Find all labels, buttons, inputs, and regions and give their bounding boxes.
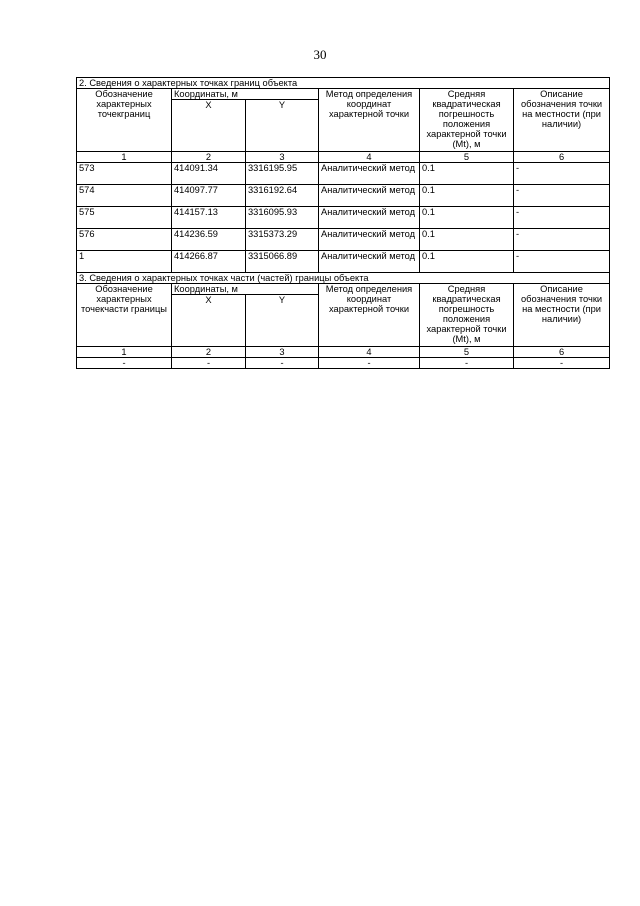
x-cell: 414236.59 bbox=[172, 229, 246, 251]
col-number: 6 bbox=[514, 347, 610, 358]
section2-header-row bbox=[77, 89, 610, 100]
empty-cell: - bbox=[77, 358, 172, 369]
point-cell: 574 bbox=[77, 185, 172, 207]
col-number: 4 bbox=[319, 347, 420, 358]
desc-cell: - bbox=[514, 185, 610, 207]
section3-header-point: Обозначение характерных точекчасти границы bbox=[77, 284, 172, 347]
y-cell: 3316195.95 bbox=[246, 163, 319, 185]
mt-cell: 0.1 bbox=[420, 251, 514, 273]
desc-cell: - bbox=[514, 163, 610, 185]
section2-header-coords: Координаты, м bbox=[172, 89, 319, 100]
coordinates-table bbox=[76, 77, 610, 369]
col-number: 2 bbox=[172, 152, 246, 163]
col-number: 4 bbox=[319, 152, 420, 163]
section3-header-mt: Средняя квадратическая погрешность положения характерной точки (Mt), м bbox=[420, 284, 514, 347]
table-row bbox=[77, 207, 610, 229]
mt-cell: 0.1 bbox=[420, 229, 514, 251]
method-cell: Аналитический метод bbox=[319, 163, 420, 185]
section2-header-desc: Описание обозначения точки на местности (при наличии) bbox=[514, 89, 610, 152]
col-number: 5 bbox=[420, 347, 514, 358]
page-number: 30 bbox=[313, 47, 327, 62]
section2-title-row bbox=[77, 78, 610, 89]
empty-cell: - bbox=[172, 358, 246, 369]
method-cell: Аналитический метод bbox=[319, 251, 420, 273]
mt-cell: 0.1 bbox=[420, 185, 514, 207]
section2-header-y: Y bbox=[246, 100, 319, 152]
section2-title: 2. Сведения о характерных точках границ объекта bbox=[77, 78, 610, 89]
section2-header-point: Обозначение характерных точекграниц bbox=[77, 89, 172, 152]
desc-cell: - bbox=[514, 229, 610, 251]
section3-header-y: Y bbox=[246, 295, 319, 347]
x-cell: 414097.77 bbox=[172, 185, 246, 207]
section3-title-row bbox=[77, 273, 610, 284]
section3-header-method: Метод определения координат характерной точки bbox=[319, 284, 420, 347]
col-number: 2 bbox=[172, 347, 246, 358]
col-number: 3 bbox=[246, 152, 319, 163]
mt-cell: 0.1 bbox=[420, 163, 514, 185]
section2-header-mt: Средняя квадратическая погрешность положения характерной точки (Mt), м bbox=[420, 89, 514, 152]
empty-cell: - bbox=[514, 358, 610, 369]
section2-header-x: X bbox=[172, 100, 246, 152]
point-cell: 1 bbox=[77, 251, 172, 273]
col-number: 3 bbox=[246, 347, 319, 358]
desc-cell: - bbox=[514, 251, 610, 273]
y-cell: 3315066.89 bbox=[246, 251, 319, 273]
method-cell: Аналитический метод bbox=[319, 207, 420, 229]
x-cell: 414266.87 bbox=[172, 251, 246, 273]
section3-col-numbers bbox=[77, 347, 610, 358]
table-row bbox=[77, 185, 610, 207]
empty-cell: - bbox=[319, 358, 420, 369]
y-cell: 3315373.29 bbox=[246, 229, 319, 251]
col-number: 1 bbox=[77, 347, 172, 358]
point-cell: 575 bbox=[77, 207, 172, 229]
y-cell: 3316095.93 bbox=[246, 207, 319, 229]
section3-header-row bbox=[77, 284, 610, 295]
empty-cell: - bbox=[246, 358, 319, 369]
col-number: 5 bbox=[420, 152, 514, 163]
section3-empty-row bbox=[77, 358, 610, 369]
table-row bbox=[77, 229, 610, 251]
y-cell: 3316192.64 bbox=[246, 185, 319, 207]
col-number: 1 bbox=[77, 152, 172, 163]
section3-title: 3. Сведения о характерных точках части (частей) границы объекта bbox=[77, 273, 610, 284]
table-row bbox=[77, 251, 610, 273]
desc-cell: - bbox=[514, 207, 610, 229]
x-cell: 414157.13 bbox=[172, 207, 246, 229]
section2-col-numbers bbox=[77, 152, 610, 163]
method-cell: Аналитический метод bbox=[319, 185, 420, 207]
mt-cell: 0.1 bbox=[420, 207, 514, 229]
col-number: 6 bbox=[514, 152, 610, 163]
section3-header-desc: Описание обозначения точки на местности (при наличии) bbox=[514, 284, 610, 347]
section3-header-x: X bbox=[172, 295, 246, 347]
table-row bbox=[77, 163, 610, 185]
x-cell: 414091.34 bbox=[172, 163, 246, 185]
point-cell: 573 bbox=[77, 163, 172, 185]
point-cell: 576 bbox=[77, 229, 172, 251]
empty-cell: - bbox=[420, 358, 514, 369]
section2-header-method: Метод определения координат характерной точки bbox=[319, 89, 420, 152]
section3-header-coords: Координаты, м bbox=[172, 284, 319, 295]
method-cell: Аналитический метод bbox=[319, 229, 420, 251]
